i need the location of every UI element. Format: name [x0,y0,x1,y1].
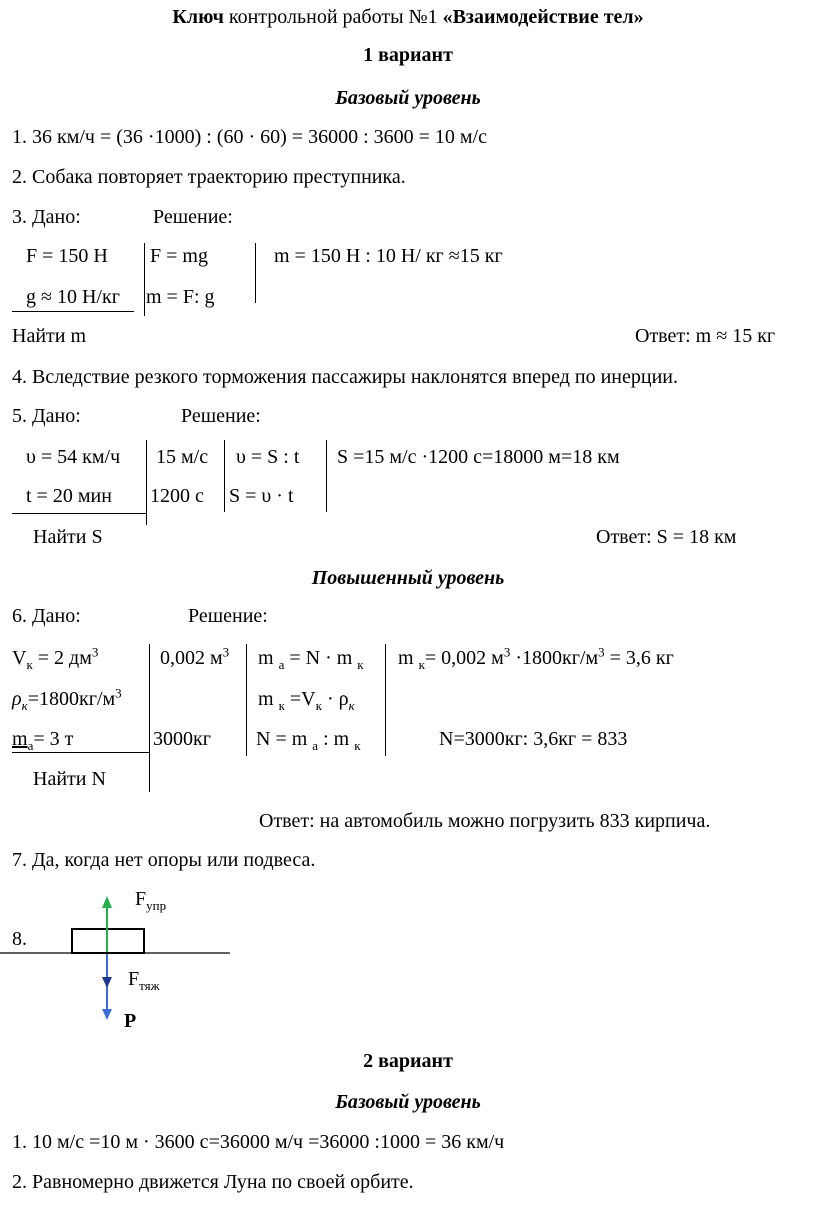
problem-3-solution: Решение: [153,206,233,228]
page-title: Ключ контрольной работы №1 «Взаимодействие тел» [172,6,644,28]
p5-time-si: 1200 с [150,485,204,507]
label-p: P [124,1010,137,1032]
p6-formula-3: N = m $_а$ : m $_к$ [256,728,361,753]
problem-5-solution: Решение: [181,405,261,427]
problem-5-given: 5. Дано: [12,405,81,427]
p6-calc-mass: m $_к$= 0,002 $м^3 \cdot 1800кг/м^3 = 3,6$ кг [398,644,674,672]
gravity-arrowhead [102,977,112,988]
p5-speed-si: 15 м/с [156,446,209,468]
variant-1-heading: 1 вариант [363,44,453,66]
basic-level-heading: Базовый уровень [335,87,481,109]
p6-divider-1 [149,644,150,792]
problem-7: 7. Да, когда нет опоры или подвеса. [12,849,316,871]
p6-mass-si: 3000кг [153,728,211,750]
variant-2-heading: 2 вариант [363,1050,453,1072]
p3-formula-2: m = F: g [146,286,215,308]
p3-find: Найти m [12,325,87,347]
p3-formula-1: F = mg [150,245,208,267]
p6-formula-2: m $_к =V_к \cdot \rho_к$ [258,688,355,713]
p6-divider-3 [385,644,386,756]
p5-answer: Ответ: S = 18 км [596,526,737,548]
v2-basic-level-heading: Базовый уровень [335,1091,481,1113]
elastic-force-arrowhead [102,896,112,908]
p3-given-underline [12,311,134,312]
p5-divider-3 [326,440,327,512]
problem-6-solution: Решение: [188,605,268,627]
v2-problem-2: 2. Равномерно движется Луна по своей орбите. [12,1171,414,1193]
p6-given-underline [12,752,149,753]
p6-divider-2 [246,644,247,756]
p5-find: Найти S [33,526,103,548]
p6-find: Найти N [33,768,106,790]
p6-given-volume: $V_к = 2$ $дм^3$ [12,644,99,672]
p5-given-underline [12,513,147,514]
advanced-level-heading: Повышенный уровень [311,567,505,589]
p6-given-mass: $m_а= 3$ т [12,728,74,753]
p6-calc-n: N=3000кг: 3,6кг = 833 [439,728,628,750]
p3-given-force: F = 150 Н [26,245,108,267]
p6-given-density: $\rho_к=1800кг/м^3$ [12,685,122,713]
label-f-upr: $F_{упр}$ [135,888,167,913]
p6-volume-si: 0,002 $м^3$ [160,644,230,669]
problem-8-number: 8. [12,928,27,950]
p3-divider-1 [144,243,145,316]
problem-1: 1. 36 км/ч = (36 ·1000) : (60 · 60) = 36000 : 3600 = 10 м/с [12,126,487,148]
v2-problem-1: 1. 10 м/с =10 м · 3600 с=36000 м/ч =36000 :1000 = 36 км/ч [12,1131,505,1153]
p3-given-g: g ≈ 10 Н/кг [26,286,120,308]
p5-given-speed: υ = 54 км/ч [26,446,121,468]
p6-formula-1: m $_а$ = N · m $_к$ [258,647,364,672]
problem-4: 4. Вследствие резкого торможения пассажиры наклонятся вперед по инерции. [12,366,678,388]
label-f-tyazh: $F_{тяж}$ [128,968,160,993]
p3-answer: Ответ: m ≈ 15 кг [635,325,776,347]
p5-calc: S =15 м/с ·1200 с=18000 м=18 км [337,446,620,468]
p5-formula-1: υ = S : t [236,446,300,468]
problem-6-given: 6. Дано: [12,605,81,627]
p5-divider-2 [224,440,225,512]
p5-formula-2: S = υ · t [229,485,294,507]
p5-given-time: t = 20 мин [26,485,112,507]
p6-answer: Ответ: на автомобиль можно погрузить 833 кирпича. [259,810,711,832]
problem-3-given: 3. Дано: [12,206,81,228]
force-diagram [0,880,240,1030]
problem-2: 2. Собака повторяет траекторию преступника. [12,166,406,188]
weight-arrowhead [102,1009,112,1020]
p3-divider-2 [255,243,256,303]
p3-calc: m = 150 Н : 10 Н/ кг ≈15 кг [274,245,503,267]
